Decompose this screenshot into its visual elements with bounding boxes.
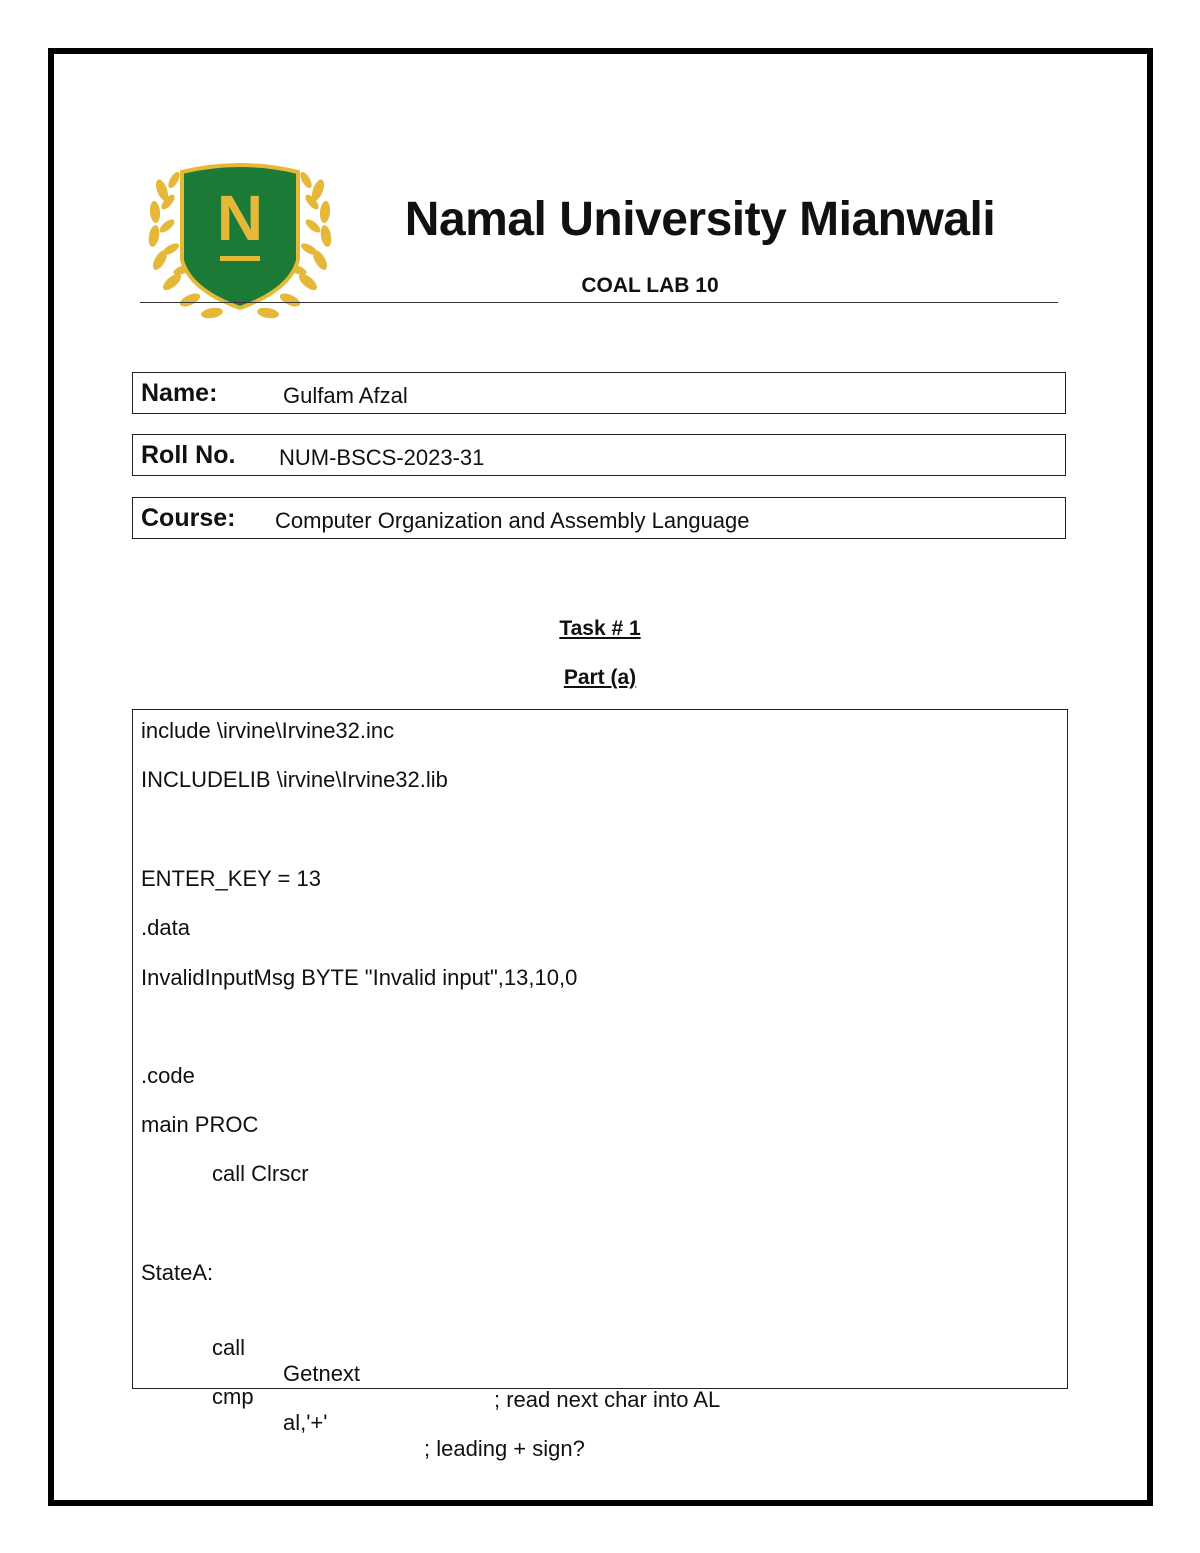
code-arg: al,'+' xyxy=(283,1410,328,1435)
code-op: cmp xyxy=(212,1384,254,1409)
code-line: StateA: xyxy=(141,1260,214,1285)
university-title: Namal University Mianwali xyxy=(404,193,996,246)
code-comment: ; read next char into AL xyxy=(494,1387,721,1412)
code-line: INCLUDELIB \irvine\Irvine32.lib xyxy=(141,767,448,792)
course-value: Computer Organization and Assembly Language xyxy=(275,508,750,533)
course-field xyxy=(132,497,1066,539)
roll-label: Roll No. xyxy=(141,441,236,469)
code-line: InvalidInputMsg BYTE "Invalid input",13,10,0 xyxy=(141,965,578,990)
roll-field xyxy=(132,434,1066,476)
code-line: include \irvine\Irvine32.inc xyxy=(141,718,395,743)
code-line: call Clrscr xyxy=(212,1161,309,1186)
code-arg: Getnext xyxy=(283,1361,361,1386)
header-divider xyxy=(140,302,1058,303)
code-line: .data xyxy=(141,915,190,940)
code-line: ENTER_KEY = 13 xyxy=(141,866,321,891)
task-title: Task # 1 xyxy=(559,617,641,640)
name-field xyxy=(132,372,1066,414)
name-value: Gulfam Afzal xyxy=(283,383,408,408)
logo-letter: N xyxy=(216,182,264,254)
code-op: call xyxy=(212,1335,246,1360)
name-label: Name: xyxy=(141,379,218,407)
part-title: Part (a) xyxy=(563,666,637,689)
roll-value: NUM-BSCS-2023-31 xyxy=(279,445,485,470)
code-line: main PROC xyxy=(141,1112,259,1137)
code-block xyxy=(132,709,1068,1461)
code-comment: ; leading + sign? xyxy=(424,1436,585,1461)
lab-title: COAL LAB 10 xyxy=(581,274,719,297)
code-line: .code xyxy=(141,1063,195,1088)
course-label: Course: xyxy=(141,504,236,532)
